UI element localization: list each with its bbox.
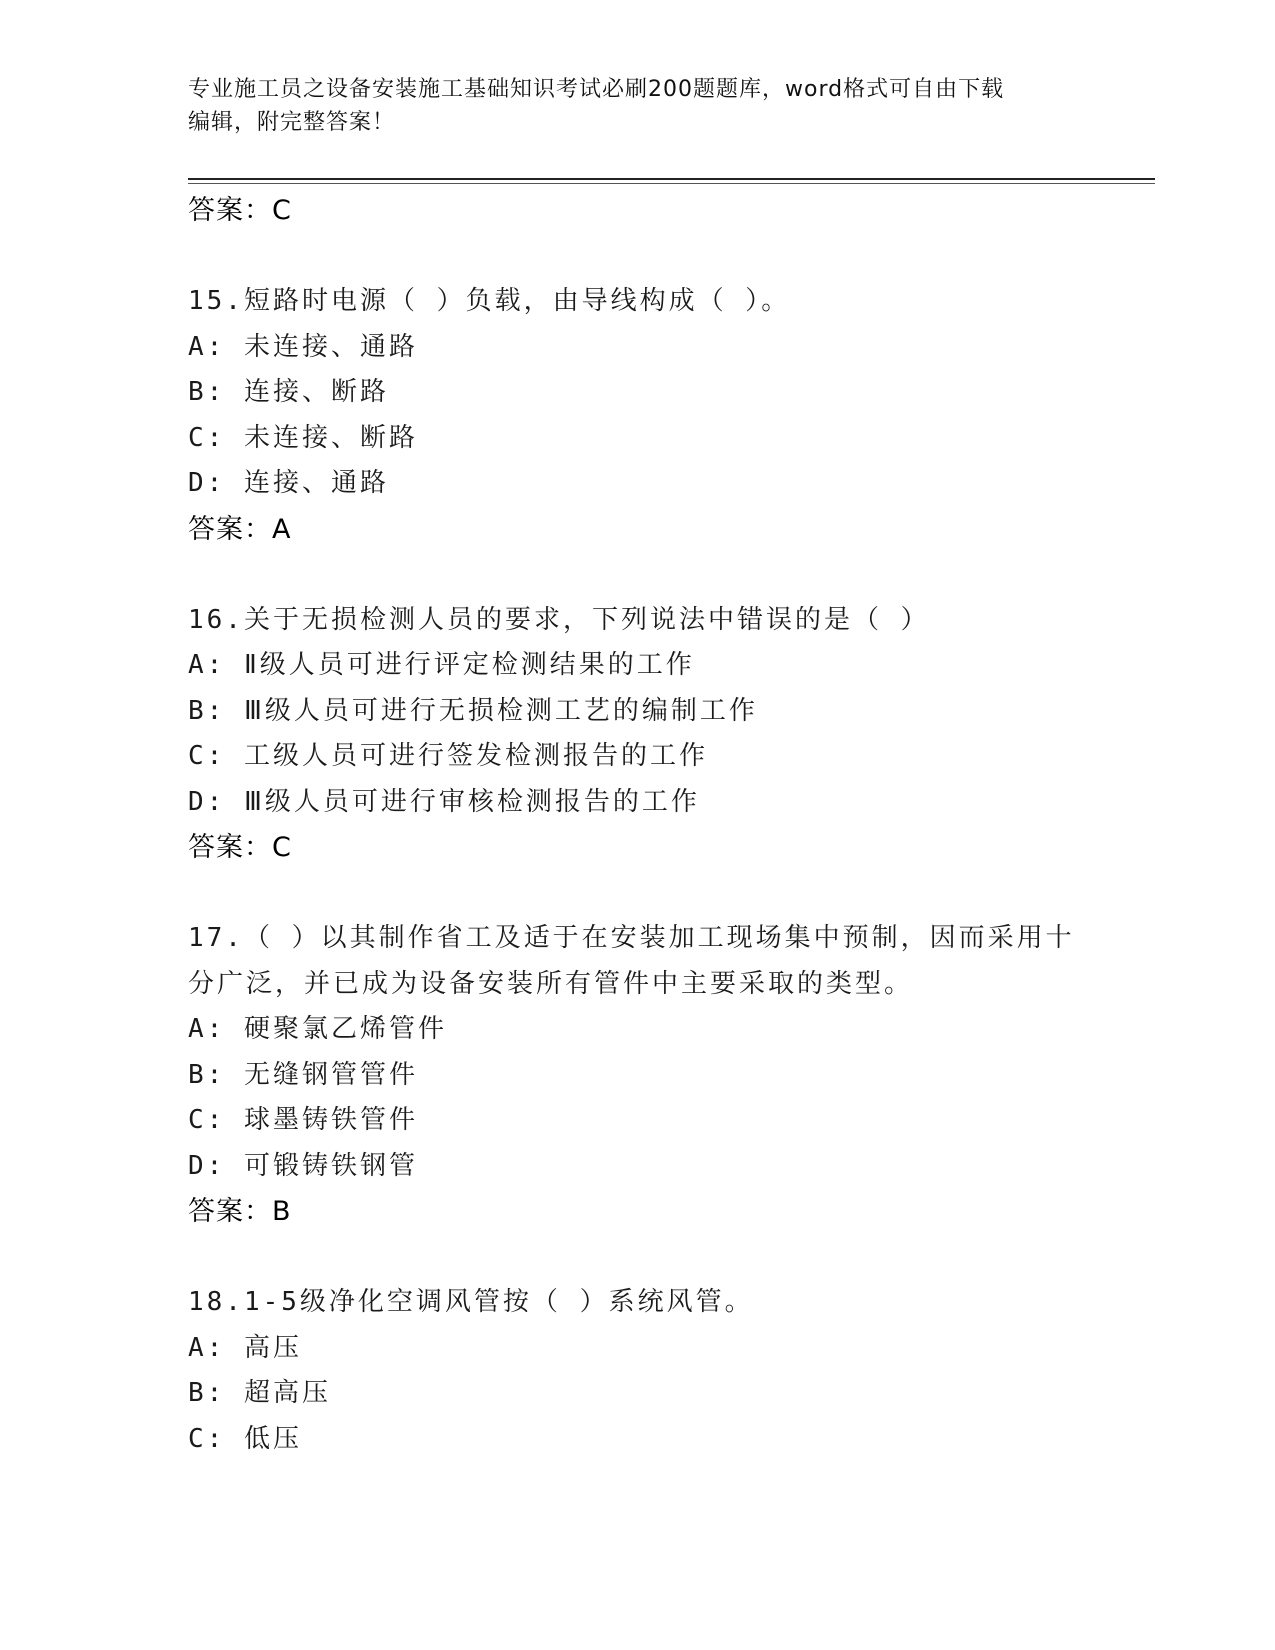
option-c: C: 低压 — [188, 1423, 302, 1454]
option-a: A: 高压 — [188, 1332, 302, 1363]
question-list — [188, 188, 1075, 1462]
option-c: C: 工级人员可进行签发检测报告的工作 — [188, 741, 708, 771]
option-b: B: Ⅲ级人员可进行无损检测工艺的编制工作 — [188, 695, 758, 726]
option-a: A: 硬聚氯乙烯管件 — [188, 1014, 447, 1044]
option-a: A: 未连接、通路 — [188, 331, 418, 362]
option-b: B: 无缝钢管管件 — [188, 1059, 418, 1090]
question-16 — [188, 598, 1068, 871]
header-line-2: 编辑，附完整答案！ — [188, 110, 396, 135]
option-c: C: 球墨铸铁管件 — [188, 1105, 418, 1135]
question-stem: 15.短路时电源（ ）负载，由导线构成（ ）。 — [188, 286, 791, 316]
option-c: C: 未连接、断路 — [188, 422, 418, 453]
header-line-1: 专业施工员之设备安装施工基础知识考试必刷200题题库，word格式可自由下载 — [188, 77, 1005, 102]
question-stem-line-1: 17.（ ）以其制作省工及适于在安装加工现场集中预制，因而采用十 — [188, 923, 1075, 953]
document-header — [188, 73, 1068, 139]
spacer — [188, 552, 1068, 598]
option-d: D: 可锻铸铁钢管 — [188, 1150, 418, 1181]
header-divider-thin — [188, 183, 1155, 184]
header-divider-thick — [188, 178, 1155, 180]
option-d: D: 连接、通路 — [188, 468, 389, 498]
option-b: B: 连接、断路 — [188, 377, 389, 407]
option-a: A: Ⅱ级人员可进行评定检测结果的工作 — [188, 650, 695, 680]
previous-answer: 答案：C — [188, 195, 292, 226]
question-17 — [188, 916, 1075, 1235]
option-b: B: 超高压 — [188, 1378, 331, 1408]
question-stem-line-2: 分广泛，并已成为设备安装所有管件中主要采取的类型。 — [188, 968, 914, 999]
answer-line: 答案：B — [188, 1196, 292, 1227]
option-d: D: Ⅲ级人员可进行审核检测报告的工作 — [188, 786, 700, 817]
question-18 — [188, 1280, 1068, 1462]
question-stem: 16.关于无损检测人员的要求，下列说法中错误的是（ ） — [188, 604, 930, 635]
question-15 — [188, 279, 1068, 552]
spacer — [188, 1235, 1068, 1281]
spacer — [188, 871, 1068, 917]
answer-line: 答案：C — [188, 832, 292, 863]
answer-line: 答案：A — [188, 513, 292, 545]
question-stem: 18.1-5级净化空调风管按（ ）系统风管。 — [188, 1287, 754, 1317]
spacer — [188, 234, 1068, 280]
